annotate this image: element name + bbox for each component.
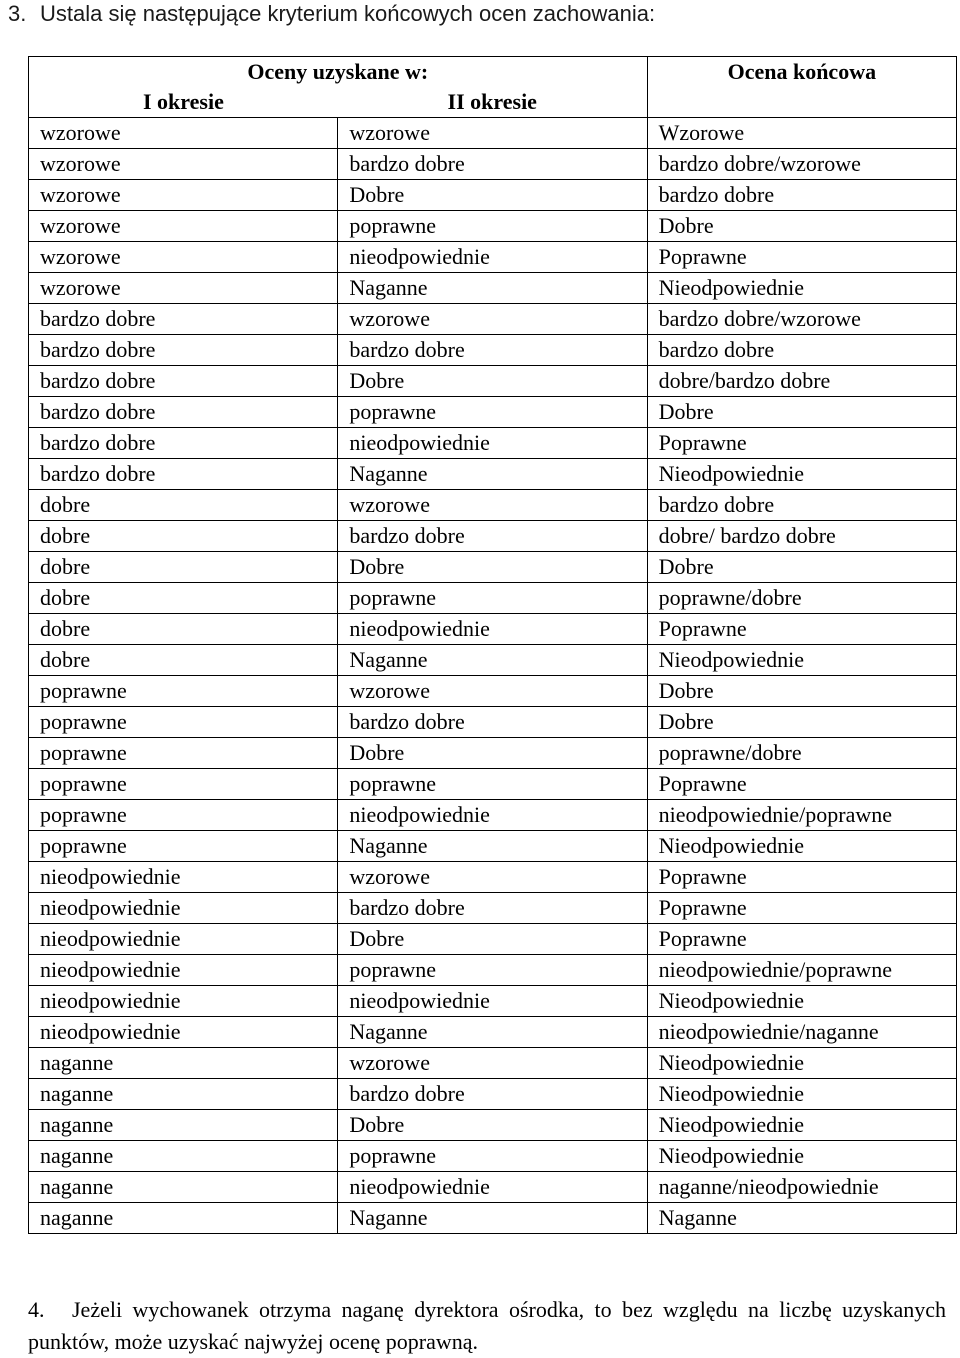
period2-cell: wzorowe <box>338 304 647 335</box>
final-grade-cell: Poprawne <box>647 893 956 924</box>
period2-cell: nieodpowiednie <box>338 986 647 1017</box>
period2-cell: Dobre <box>338 738 647 769</box>
period1-cell: poprawne <box>29 738 338 769</box>
period2-cell: Naganne <box>338 459 647 490</box>
table-row <box>29 1172 957 1203</box>
final-grade-cell: nieodpowiednie/poprawne <box>647 955 956 986</box>
period2-cell: poprawne <box>338 583 647 614</box>
period2-cell: wzorowe <box>338 676 647 707</box>
section-heading <box>8 0 948 28</box>
period2-cell: Dobre <box>338 552 647 583</box>
period1-cell: nieodpowiednie <box>29 893 338 924</box>
table-row <box>29 893 957 924</box>
table-row <box>29 676 957 707</box>
period2-cell: Dobre <box>338 180 647 211</box>
table-row <box>29 1141 957 1172</box>
final-grade-cell: Dobre <box>647 707 956 738</box>
period2-cell: poprawne <box>338 955 647 986</box>
table-row <box>29 583 957 614</box>
table-row <box>29 521 957 552</box>
table-row <box>29 397 957 428</box>
period2-cell: Dobre <box>338 1110 647 1141</box>
final-grade-cell: Nieodpowiednie <box>647 273 956 304</box>
period1-cell: nieodpowiednie <box>29 986 338 1017</box>
period2-cell: Naganne <box>338 273 647 304</box>
period1-cell: nieodpowiednie <box>29 1017 338 1048</box>
period2-cell: bardzo dobre <box>338 707 647 738</box>
table-row <box>29 304 957 335</box>
final-grade-cell: Wzorowe <box>647 118 956 149</box>
period1-cell: wzorowe <box>29 242 338 273</box>
table-row <box>29 862 957 893</box>
period1-header: I okresie <box>29 87 338 118</box>
table-row <box>29 831 957 862</box>
period1-cell: naganne <box>29 1079 338 1110</box>
table-row <box>29 924 957 955</box>
grades-table <box>28 56 957 1234</box>
final-grade-header: Ocena końcowa <box>647 57 956 88</box>
period2-cell: Naganne <box>338 1017 647 1048</box>
period1-cell: wzorowe <box>29 180 338 211</box>
final-grade-cell: Nieodpowiednie <box>647 1110 956 1141</box>
final-grade-cell: poprawne/dobre <box>647 583 956 614</box>
period1-cell: naganne <box>29 1203 338 1234</box>
period1-cell: naganne <box>29 1048 338 1079</box>
heading-number: 3. <box>8 1 27 26</box>
period1-cell: dobre <box>29 521 338 552</box>
final-grade-cell: Dobre <box>647 211 956 242</box>
period1-cell: wzorowe <box>29 211 338 242</box>
period1-cell: naganne <box>29 1141 338 1172</box>
table-row <box>29 366 957 397</box>
period2-cell: nieodpowiednie <box>338 242 647 273</box>
heading-text: Ustala się następujące kryterium końcowych ocen zachowania: <box>40 1 656 26</box>
period1-cell: nieodpowiednie <box>29 924 338 955</box>
period1-cell: bardzo dobre <box>29 335 338 366</box>
period2-cell: wzorowe <box>338 118 647 149</box>
final-grade-cell: bardzo dobre <box>647 180 956 211</box>
table-row <box>29 118 957 149</box>
table-row <box>29 955 957 986</box>
final-grade-cell: Nieodpowiednie <box>647 645 956 676</box>
table-row <box>29 428 957 459</box>
table-row <box>29 273 957 304</box>
final-grade-cell: dobre/bardzo dobre <box>647 366 956 397</box>
table-row <box>29 738 957 769</box>
period2-cell: Naganne <box>338 831 647 862</box>
table-row <box>29 335 957 366</box>
header-row-group <box>29 57 957 88</box>
final-grade-cell: Poprawne <box>647 614 956 645</box>
period1-cell: poprawne <box>29 769 338 800</box>
period1-cell: nieodpowiednie <box>29 955 338 986</box>
table-row <box>29 1017 957 1048</box>
table-row <box>29 614 957 645</box>
final-grade-cell: Nieodpowiednie <box>647 986 956 1017</box>
final-grade-cell: bardzo dobre/wzorowe <box>647 149 956 180</box>
table-row <box>29 490 957 521</box>
period1-cell: bardzo dobre <box>29 428 338 459</box>
final-grade-header-cont <box>647 87 956 118</box>
period2-cell: Naganne <box>338 645 647 676</box>
period2-cell: poprawne <box>338 397 647 428</box>
note-text: Jeżeli wychowanek otrzyma naganę dyrektora ośrodka, to bez względu na liczbę uzyskanych punktów, może uzyskać najwyżej ocenę poprawną. <box>28 1297 946 1354</box>
note-number: 4. <box>28 1297 45 1322</box>
table-row <box>29 986 957 1017</box>
final-grade-cell: Naganne <box>647 1203 956 1234</box>
header-row-periods <box>29 87 957 118</box>
table-row <box>29 1079 957 1110</box>
period2-cell: Naganne <box>338 1203 647 1234</box>
table-row <box>29 645 957 676</box>
table-row <box>29 1048 957 1079</box>
period1-cell: dobre <box>29 645 338 676</box>
period1-cell: bardzo dobre <box>29 459 338 490</box>
table-row <box>29 1110 957 1141</box>
final-grade-cell: bardzo dobre <box>647 335 956 366</box>
note-paragraph <box>28 1294 946 1358</box>
period2-cell: nieodpowiednie <box>338 800 647 831</box>
table-row <box>29 149 957 180</box>
final-grade-cell: Nieodpowiednie <box>647 1079 956 1110</box>
period1-cell: dobre <box>29 583 338 614</box>
final-grade-cell: nieodpowiednie/poprawne <box>647 800 956 831</box>
final-grade-cell: Poprawne <box>647 428 956 459</box>
final-grade-cell: bardzo dobre/wzorowe <box>647 304 956 335</box>
period1-cell: bardzo dobre <box>29 366 338 397</box>
period1-cell: bardzo dobre <box>29 304 338 335</box>
period2-cell: bardzo dobre <box>338 149 647 180</box>
period2-cell: poprawne <box>338 1141 647 1172</box>
table-row <box>29 211 957 242</box>
table-row <box>29 552 957 583</box>
period2-cell: Dobre <box>338 366 647 397</box>
period2-cell: Dobre <box>338 924 647 955</box>
period2-cell: bardzo dobre <box>338 893 647 924</box>
period2-cell: nieodpowiednie <box>338 428 647 459</box>
final-grade-cell: Poprawne <box>647 242 956 273</box>
table-row <box>29 242 957 273</box>
period2-cell: poprawne <box>338 769 647 800</box>
final-grade-cell: Poprawne <box>647 862 956 893</box>
final-grade-cell: dobre/ bardzo dobre <box>647 521 956 552</box>
period1-cell: dobre <box>29 490 338 521</box>
period2-cell: nieodpowiednie <box>338 614 647 645</box>
period1-cell: dobre <box>29 614 338 645</box>
group-header: Oceny uzyskane w: <box>29 57 648 88</box>
period1-cell: wzorowe <box>29 118 338 149</box>
final-grade-cell: Nieodpowiednie <box>647 459 956 490</box>
final-grade-cell: naganne/nieodpowiednie <box>647 1172 956 1203</box>
table-row <box>29 707 957 738</box>
final-grade-cell: bardzo dobre <box>647 490 956 521</box>
table-row <box>29 180 957 211</box>
final-grade-cell: Nieodpowiednie <box>647 1048 956 1079</box>
period1-cell: poprawne <box>29 707 338 738</box>
period2-header: II okresie <box>338 87 647 118</box>
period1-cell: naganne <box>29 1110 338 1141</box>
final-grade-cell: Dobre <box>647 552 956 583</box>
period2-cell: bardzo dobre <box>338 335 647 366</box>
table-row <box>29 459 957 490</box>
table-row <box>29 769 957 800</box>
final-grade-cell: Nieodpowiednie <box>647 831 956 862</box>
period1-cell: poprawne <box>29 831 338 862</box>
period1-cell: wzorowe <box>29 273 338 304</box>
table-row <box>29 800 957 831</box>
period2-cell: wzorowe <box>338 1048 647 1079</box>
period2-cell: bardzo dobre <box>338 521 647 552</box>
period2-cell: wzorowe <box>338 862 647 893</box>
period1-cell: dobre <box>29 552 338 583</box>
period2-cell: wzorowe <box>338 490 647 521</box>
period1-cell: poprawne <box>29 800 338 831</box>
final-grade-cell: poprawne/dobre <box>647 738 956 769</box>
period2-cell: poprawne <box>338 211 647 242</box>
period1-cell: bardzo dobre <box>29 397 338 428</box>
period1-cell: naganne <box>29 1172 338 1203</box>
period2-cell: bardzo dobre <box>338 1079 647 1110</box>
table-row <box>29 1203 957 1234</box>
final-grade-cell: Poprawne <box>647 924 956 955</box>
final-grade-cell: Poprawne <box>647 769 956 800</box>
period1-cell: poprawne <box>29 676 338 707</box>
final-grade-cell: Dobre <box>647 676 956 707</box>
final-grade-cell: Nieodpowiednie <box>647 1141 956 1172</box>
period2-cell: nieodpowiednie <box>338 1172 647 1203</box>
period1-cell: wzorowe <box>29 149 338 180</box>
final-grade-cell: nieodpowiednie/naganne <box>647 1017 956 1048</box>
final-grade-cell: Dobre <box>647 397 956 428</box>
period1-cell: nieodpowiednie <box>29 862 338 893</box>
